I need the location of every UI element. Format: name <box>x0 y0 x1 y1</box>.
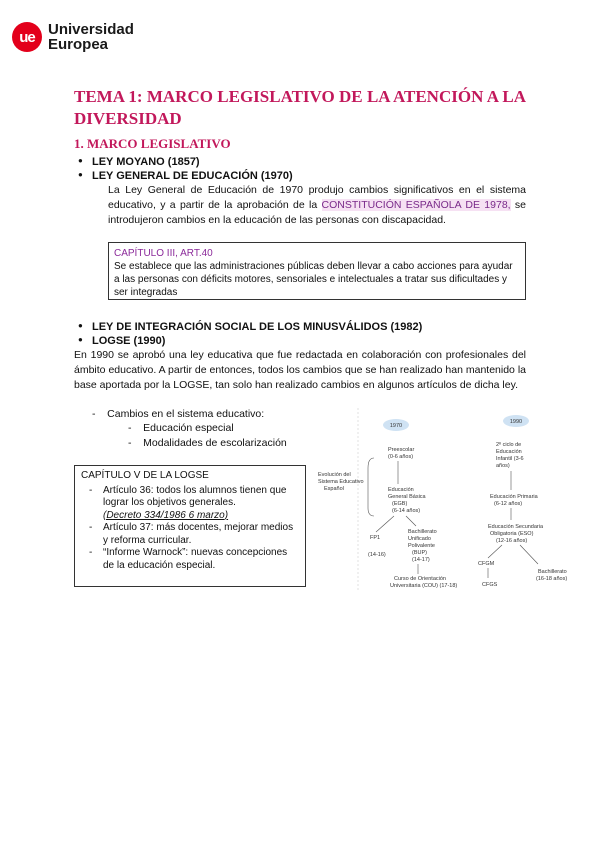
constitucion-highlight: CONSTITUCIÓN ESPAÑOLA DE 1978, <box>321 199 511 211</box>
preescolar-l2: (0-6 años) <box>388 454 414 460</box>
capitulo-v-box <box>74 465 306 587</box>
eso-l1: Educación Secundaria <box>488 524 544 530</box>
cambios-item-1: - Educación especial <box>128 422 234 434</box>
page-title: TEMA 1: MARCO LEGISLATIVO DE LA ATENCIÓN A LA DIVERSIDAD <box>74 87 526 128</box>
infantil-l2: Educación <box>496 449 522 455</box>
preescolar-l1: Preescolar <box>388 447 415 453</box>
bullet-ley-moyano: ● LEY MOYANO (1857) <box>92 156 200 168</box>
fp1-age: (14-16) <box>368 552 386 558</box>
bup-l1: Bachillerato <box>408 529 437 535</box>
box2-heading: CAPÍTULO V DE LA LOGSE <box>81 470 209 481</box>
ue-logo-icon: ue <box>12 22 42 52</box>
primaria-l1: Educación Primaria <box>490 494 538 500</box>
infantil-l4: años) <box>496 463 510 469</box>
bach-l2: (16-18 años) <box>536 576 568 582</box>
cfgs: CFGS <box>482 582 498 588</box>
bullet-ley-integracion: ● LEY DE INTEGRACIÓN SOCIAL DE LOS MINUSVÁLIDOS (1982) <box>92 321 422 333</box>
section-heading: 1. MARCO LEGISLATIVO <box>74 136 231 151</box>
year-1970: 1970 <box>389 423 403 429</box>
education-system-diagram <box>316 408 578 592</box>
university-logo <box>12 22 134 52</box>
year-1990: 1990 <box>509 419 523 425</box>
logo-wordmark: Universidad Europea <box>48 21 134 53</box>
egb-l1: Educación <box>388 487 414 493</box>
root-line3: Español <box>324 486 344 492</box>
box-heading: CAPÍTULO III, ART.40 <box>114 248 213 259</box>
eso-l2: Obligatoria (ESO) <box>490 531 534 537</box>
cou-l2: Universitaria (COU) (17-18) <box>390 583 458 589</box>
cambios-label: - Cambios en el sistema educativo: <box>92 408 265 420</box>
infantil-l3: Infantil (3-6 <box>496 456 524 462</box>
infantil-l1: 2º ciclo de <box>496 442 522 448</box>
cambios-item-2: - Modalidades de escolarización <box>128 437 287 449</box>
bullet-logse: ● LOGSE (1990) <box>92 335 165 347</box>
bach-l1: Bachillerato <box>538 569 567 575</box>
egb-l2: General Básica <box>388 494 426 500</box>
logse-paragraph: En 1990 se aprobó una ley educativa que fue redactada en colaboración con profesionales del ámbito educativo. A partir de entonces, todos los cambios que se han realizado han mantenido la base aportada por la LOGSE, tan solo han realizado cambios en algunos artículos de dicha ley. <box>74 349 526 391</box>
root-line1: Evolución del <box>318 472 351 478</box>
primaria-l2: (6-12 años) <box>494 501 523 507</box>
lge-paragraph: La Ley General de Educación de 1970 produjo cambios significativos en el sistema educativo, y a partir de la aprobación de la CONSTITUCIÓN ESPAÑOLA DE 1978, se introdujeron cambios en la educación de las personas con discapacidad. <box>108 184 527 226</box>
decreto-link: (Decreto 334/1986 6 marzo) <box>103 509 229 521</box>
root-line2: Sistema Educativo <box>318 479 364 485</box>
capitulo-iii-box <box>108 242 526 300</box>
eso-l3: (12-16 años) <box>496 538 528 544</box>
egb-l4: (6-14 años) <box>392 508 421 514</box>
warnock-item: - “Informe Warnock”: nuevas concepciones de la educación especial. <box>103 547 299 572</box>
egb-l3: (EGB) <box>392 501 408 507</box>
bup-l4: (BUP) <box>412 550 427 556</box>
cou-l1: Curso de Orientación <box>394 576 446 582</box>
fp1: FP1 <box>370 535 381 541</box>
box-text: Se establece que las administraciones públicas deben llevar a cabo acciones para ayudar a las personas con déficits motores, sensoriales e intelectuales a tratar sus dificultades y ser integradas <box>114 261 513 298</box>
bup-l2: Unificado <box>408 536 431 542</box>
art37-item: - Artículo 37: más docentes, mejorar medios y reforma curricular. <box>103 522 299 547</box>
bup-l3: Polivalente <box>408 543 435 549</box>
bup-l5: (14-17) <box>412 557 430 563</box>
art36-item: - Artículo 36: todos los alumnos tienen que lograr los objetivos generales. (Decreto 334/1986 6 marzo) <box>103 485 299 523</box>
cfgm: CFGM <box>478 561 495 567</box>
bullet-ley-general: ● LEY GENERAL DE EDUCACIÓN (1970) <box>92 170 293 182</box>
